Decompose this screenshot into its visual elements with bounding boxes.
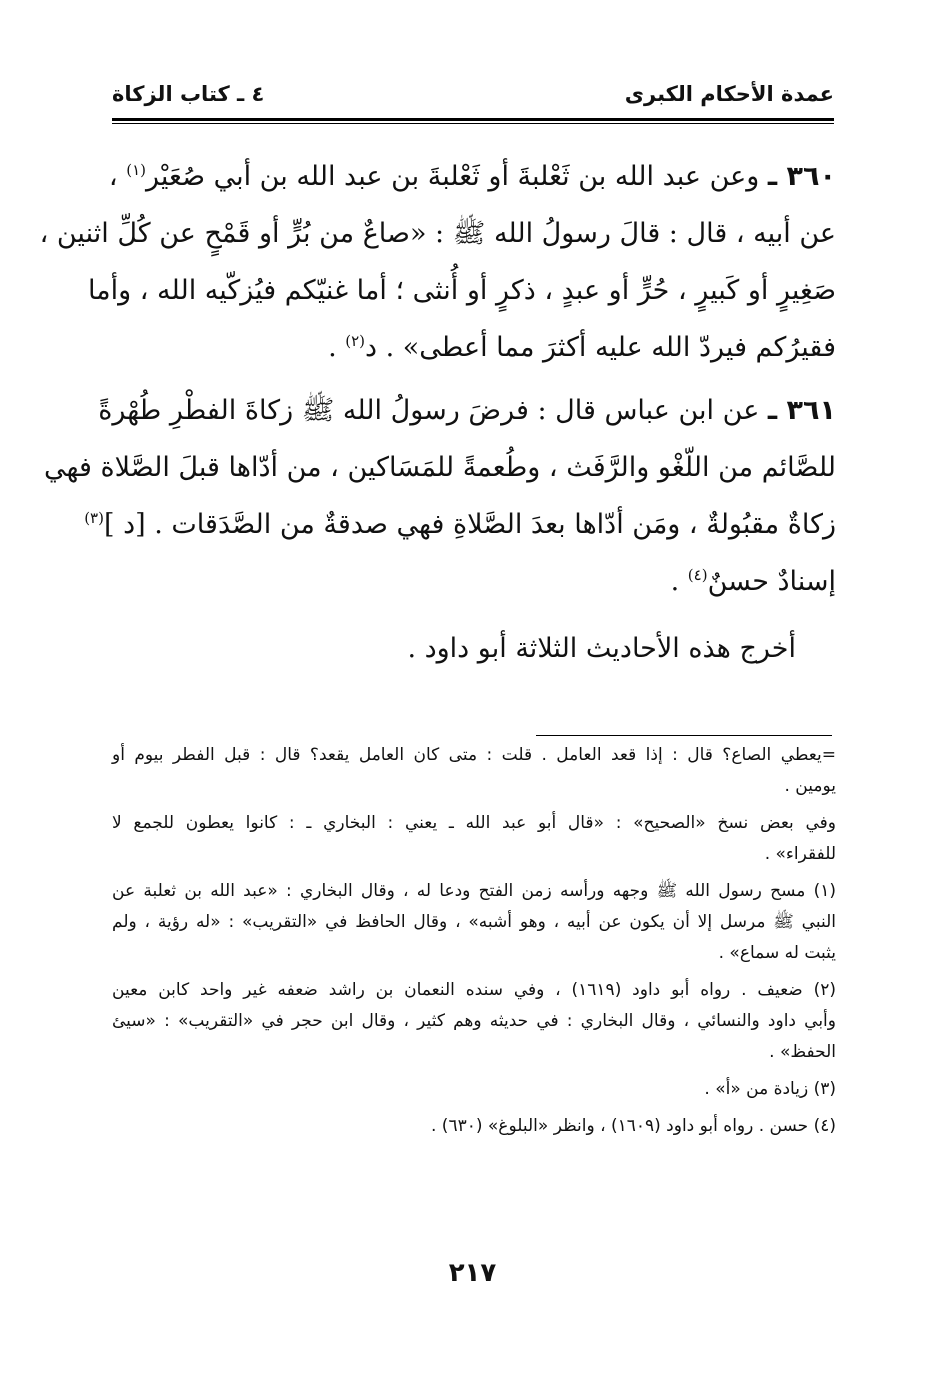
text-line: للصَّائم من اللّغْو والرَّفَث ، وطُعمةً للمَسَاكين ، من أدّاها قبلَ الصَّلاة فهي <box>44 452 836 483</box>
closing-line: أخرج هذه الأحاديث الثلاثة أبو داود . <box>407 633 796 664</box>
footnote-ref: (١) <box>126 161 146 179</box>
page-number: ٢١٧ <box>448 1258 497 1288</box>
text-span: عن ابن عباس قال : فرضَ رسولُ الله ﷺ زكاةَ الفطْرِ طُهْرةً <box>98 395 760 426</box>
footnote-line: النبي ﷺ مرسل إلا أن يكون عن أبيه ، وهو أشبه» ، وقال الحافظ في «التقريب» : «له رؤية ، ولم <box>112 912 836 932</box>
running-header <box>112 82 834 118</box>
footnote-ref: (٤) <box>687 566 708 584</box>
hadith-number: ٣٦١ ـ <box>767 395 836 426</box>
footnote-line: وأبي داود والنسائي ، وقال البخاري : في حديثه وهم كثير ، وقال ابن حجر في «التقريب» : «سيئ <box>112 1011 836 1031</box>
footnote-continued <box>112 740 836 802</box>
hadith-361 <box>44 382 836 610</box>
footnote-line: (٣) زيادة من «أ» . <box>704 1079 836 1099</box>
footnote-3 <box>112 1074 836 1105</box>
header-rule-thick <box>112 118 834 121</box>
footnote-2 <box>112 975 836 1068</box>
footnote-line: يثبت له سماع» . <box>718 943 836 963</box>
footnote-line: (٤) حسن . رواه أبو داود (١٦٠٩) ، وانظر «البلوغ» (٦٣٠) . <box>431 1116 836 1136</box>
footnote-4 <box>112 1111 836 1142</box>
footnote-line: =يعطي الصاع؟ قال : إذا قعد العامل . قلت : متى كان العامل يقعد؟ قال : قبل الفطر بيوم أو <box>112 745 836 765</box>
footnote-ref: (٢) <box>345 332 366 350</box>
footnote-line: الحفظ» . <box>769 1042 836 1062</box>
footnote-separator <box>536 735 832 736</box>
footnote-ref: (٣) <box>84 509 104 527</box>
header-rule-thin <box>112 123 834 124</box>
footnote-line: يومين . <box>784 776 836 796</box>
text-line <box>98 382 836 439</box>
hadith-360 <box>39 148 836 376</box>
text-line: عن أبيه ، قال : قالَ رسولُ الله ﷺ : «صاعٌ من بُرٍّ أو قَمْحٍ عن كُلِّ اثنين ، <box>39 218 836 249</box>
text-line: صَغِيرٍ أو كَبيرٍ ، حُرٍّ أو عبدٍ ، ذكرٍ أو أُنثى ؛ أما غنيّكم فيُزكّيه الله ، وأما <box>87 275 836 306</box>
text-line <box>84 496 836 553</box>
text-span: زكاةٌ مقبُولةٌ ، ومَن أدّاها بعدَ الصَّلاةِ فهي صدقةٌ من الصَّدَقات . [د ] <box>103 509 836 540</box>
footnote-1 <box>112 876 836 969</box>
text-span: إسنادٌ حسنٌ <box>707 566 836 597</box>
text-span: وعن عبد الله بن ثَعْلبةَ أو ثَعْلبةَ بن عبد الله بن أبي صُعَيْر <box>146 161 760 192</box>
book-title: عمدة الأحكام الكبرى <box>624 82 834 106</box>
text-line <box>112 319 836 376</box>
main-text <box>39 148 836 677</box>
chapter-title: ٤ ـ كتاب الزكاة <box>112 82 265 106</box>
punct: ، <box>108 161 118 192</box>
punct: . <box>328 332 346 363</box>
footnote-line: (١) مسح رسول الله ﷺ وجهه ورأسه زمن الفتح ودعا له ، وقال البخاري : «عبد الله بن ثعلبة عن <box>112 881 836 901</box>
text-span: فقيرُكم فيردّ الله عليه أكثرَ مما أعطى» . د <box>365 332 836 363</box>
footnote-line: وفي بعض نسخ «الصحيح» : «قال أبو عبد الله ـ يعني : البخاري ـ : كانوا يعطون للجمع لا <box>112 813 836 833</box>
footnotes <box>112 740 836 1148</box>
footnote-line: (٢) ضعيف . رواه أبو داود (١٦١٩) ، وفي سنده النعمان بن راشد ضعفه غير واحد كابن معين <box>112 980 836 1000</box>
text-line <box>108 148 836 205</box>
hadith-number: ٣٦٠ ـ <box>767 161 836 192</box>
text-line <box>112 553 836 610</box>
punct: . <box>670 566 688 597</box>
footnote-variant <box>112 808 836 870</box>
footnote-line: للفقراء» . <box>764 844 836 864</box>
